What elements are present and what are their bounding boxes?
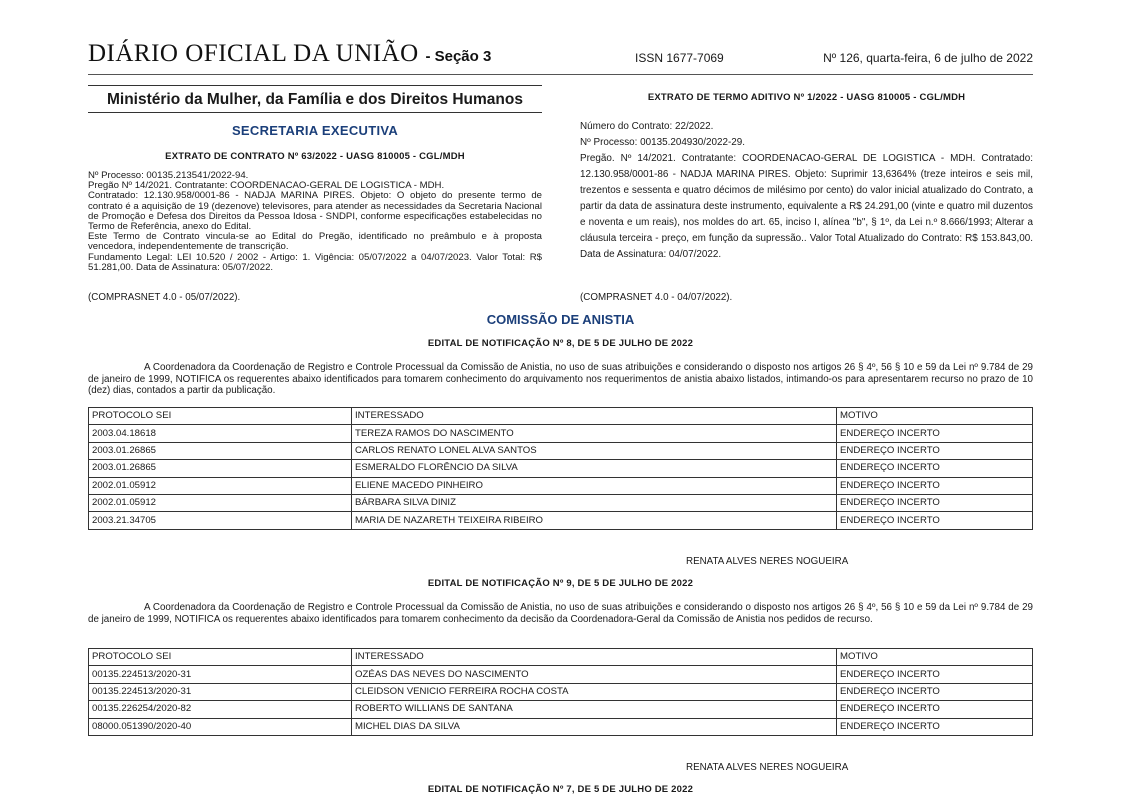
cell-motivo: ENDEREÇO INCERTO <box>837 477 1033 494</box>
addendum-line: Nº Processo: 00135.204930/2022-29. <box>580 137 746 148</box>
edital-8-text <box>88 362 1033 397</box>
cell-motivo: ENDEREÇO INCERTO <box>837 666 1033 683</box>
edital-7-title: EDITAL DE NOTIFICAÇÃO Nº 7, DE 5 DE JULHO DE 2022 <box>427 784 694 795</box>
edital-9-paragraph: A Coordenadora da Coordenação de Registro e Controle Processual da Comissão de Anistia, no uso de suas atribuições e considerando o disposto nos artigos 26 § 4º, 56 § 10 e 59 da Lei nº 9.784 de 29 de janeiro de 1999, NOTIFICA os requerentes abaixo identificados para tomarem conhecimento da decisão da Coordenadora-Geral da Comissão de Anistia nos pedidos de recurso. <box>88 602 1033 625</box>
cell-protocolo: 00135.224513/2020-31 <box>89 683 352 700</box>
secretariat-heading: SECRETARIA EXECUTIVA <box>231 123 399 138</box>
contract-extract-body <box>88 171 542 273</box>
section-label: - Seção 3 <box>425 48 492 65</box>
contract-line: Pregão Nº 14/2021. Contratante: COORDENACAO-GERAL DE LOGISTICA - MDH. <box>88 180 445 192</box>
edital-8-paragraph: A Coordenadora da Coordenação de Registro e Controle Processual da Comissão de Anistia, no uso de suas atribuições e considerando o disposto nos artigos 26 § 4º, 56 § 10 e 59 da Lei nº 9.784 de 29 de janeiro de 1999, NOTIFICA os requerentes abaixo identificados para tomarem conhecimento do arquivamento nos requerimentos de anistia abaixo listados, intimando-os para apresentarem recurso no prazo de 10 (dez) dias, contados a partir da publicação. <box>88 362 1033 396</box>
edital-9-table <box>88 648 1033 736</box>
cell-interessado: TEREZA RAMOS DO NASCIMENTO <box>352 425 837 442</box>
edital-9-title: EDITAL DE NOTIFICAÇÃO Nº 9, DE 5 DE JULHO DE 2022 <box>427 578 694 589</box>
table-row <box>89 460 1033 477</box>
table-row <box>89 425 1033 442</box>
table-header-row <box>89 408 1033 425</box>
cell-protocolo: 2003.21.34705 <box>89 512 352 529</box>
addendum-extract-body <box>580 119 1033 263</box>
cell-motivo: ENDEREÇO INCERTO <box>837 701 1033 718</box>
header-protocolo: PROTOCOLO SEI <box>89 408 352 425</box>
edital-8-signature: RENATA ALVES NERES NOGUEIRA <box>686 556 849 567</box>
table-row <box>89 477 1033 494</box>
table-row <box>89 683 1033 700</box>
edital-9-text <box>88 602 1033 625</box>
cell-protocolo: 2002.01.05912 <box>89 494 352 511</box>
contract-line: Contratado: 12.130.958/0001-86 - NADJA MARINA PIRES. Objeto: O objeto do presente termo de contrato é a aquisição de 19 (dezenove) televisores, para atender as necessidades da Secretaria Nacional de Promoção e Defesa dos Direitos da Pessoa Idosa - SNDPI, conforme especificações estabelecidas no Termo de Referência, anexo do Edital. <box>88 190 542 233</box>
cell-motivo: ENDEREÇO INCERTO <box>837 442 1033 459</box>
contract-line: Nº Processo: 00135.213541/2022-94. <box>88 170 249 181</box>
cell-protocolo: 00135.226254/2020-82 <box>89 701 352 718</box>
issue-info: Nº 126, quarta-feira, 6 de julho de 2022 <box>823 51 1033 65</box>
edital-8-table <box>88 407 1033 530</box>
cell-motivo: ENDEREÇO INCERTO <box>837 460 1033 477</box>
table-header-row <box>89 649 1033 666</box>
addendum-line: Número do Contrato: 22/2022. <box>580 121 714 132</box>
header-rule <box>88 74 1033 75</box>
cell-interessado: ELIENE MACEDO PINHEIRO <box>352 477 837 494</box>
edital-9-signature: RENATA ALVES NERES NOGUEIRA <box>686 762 849 773</box>
cell-motivo: ENDEREÇO INCERTO <box>837 425 1033 442</box>
cell-protocolo: 2002.01.05912 <box>89 477 352 494</box>
cell-interessado: OZÉAS DAS NEVES DO NASCIMENTO <box>352 666 837 683</box>
cell-interessado: CLEIDSON VENICIO FERREIRA ROCHA COSTA <box>352 683 837 700</box>
cell-motivo: ENDEREÇO INCERTO <box>837 718 1033 735</box>
cell-motivo: ENDEREÇO INCERTO <box>837 683 1033 700</box>
addendum-line: Pregão. Nº 14/2021. Contratante: COORDENACAO-GERAL DE LOGISTICA - MDH. Contratado: 12.130.958/0001-86 - NADJA MARINA PIRES. Objeto: Suprimir 13,6364% (treze inteiros e seis mil, trezentos e sessenta e quatro décimos de milésimo por cento) do valor inicial atualizado do Contrato, a partir da data de assinatura deste instrumento, equivalente a R$ 24.291,00 (vinte e quatro mil duzentos e noventa e um reais), nos moldes do art. 65, inciso I, alínea "b", § 1º, da Lei n.º 8.666/1993; Alterar a cláusula terceira - preço, em função da supressão.. Valor Total Atualizado do Contrato: R$ 153.843,00. Data de Assinatura: 04/07/2022. <box>580 153 1033 260</box>
addendum-extract-title: EXTRATO DE TERMO ADITIVO Nº 1/2022 - UASG 810005 - CGL/MDH <box>647 92 966 103</box>
cell-motivo: ENDEREÇO INCERTO <box>837 512 1033 529</box>
header-protocolo: PROTOCOLO SEI <box>89 649 352 666</box>
header-motivo: MOTIVO <box>837 408 1033 425</box>
cell-protocolo: 08000.051390/2020-40 <box>89 718 352 735</box>
cell-interessado: MARIA DE NAZARETH TEIXEIRA RIBEIRO <box>352 512 837 529</box>
cell-interessado: BÁRBARA SILVA DINIZ <box>352 494 837 511</box>
contract-line: Fundamento Legal: LEI 10.520 / 2002 - Artigo: 1. Vigência: 05/07/2022 a 04/07/2023. Valor Total: R$ 51.281,00. Data de Assinatura: 05/07/2022. <box>88 251 542 273</box>
issn: ISSN 1677-7069 <box>635 51 724 65</box>
edital-8-title: EDITAL DE NOTIFICAÇÃO Nº 8, DE 5 DE JULHO DE 2022 <box>427 338 694 349</box>
contract-extract-title: EXTRATO DE CONTRATO Nº 63/2022 - UASG 810005 - CGL/MDH <box>165 151 465 162</box>
cell-interessado: ESMERALDO FLORÊNCIO DA SILVA <box>352 460 837 477</box>
table-row <box>89 701 1033 718</box>
contract-extract-footer: (COMPRASNET 4.0 - 05/07/2022). <box>88 292 241 303</box>
newspaper-title: DIÁRIO OFICIAL DA UNIÃO <box>88 40 419 67</box>
cell-protocolo: 2003.01.26865 <box>89 442 352 459</box>
header-motivo: MOTIVO <box>837 649 1033 666</box>
ministry-heading: Ministério da Mulher, da Família e dos Direitos Humanos <box>88 85 542 113</box>
table-row <box>89 442 1033 459</box>
cell-protocolo: 2003.01.26865 <box>89 460 352 477</box>
addendum-extract-footer: (COMPRASNET 4.0 - 04/07/2022). <box>580 292 733 303</box>
header-interessado: INTERESSADO <box>352 408 837 425</box>
cell-interessado: MICHEL DIAS DA SILVA <box>352 718 837 735</box>
cell-motivo: ENDEREÇO INCERTO <box>837 494 1033 511</box>
commission-heading: COMISSÃO DE ANISTIA <box>486 312 635 327</box>
table-row <box>89 666 1033 683</box>
table-row <box>89 494 1033 511</box>
cell-protocolo: 2003.04.18618 <box>89 425 352 442</box>
contract-line: Este Termo de Contrato vincula-se ao Edital do Pregão, identificado no preâmbulo e à proposta vencedora, independentemente de transcrição. <box>88 231 542 253</box>
table-row <box>89 718 1033 735</box>
table-row <box>89 512 1033 529</box>
cell-interessado: ROBERTO WILLIANS DE SANTANA <box>352 701 837 718</box>
masthead <box>88 40 491 68</box>
cell-interessado: CARLOS RENATO LONEL ALVA SANTOS <box>352 442 837 459</box>
header-interessado: INTERESSADO <box>352 649 837 666</box>
cell-protocolo: 00135.224513/2020-31 <box>89 666 352 683</box>
